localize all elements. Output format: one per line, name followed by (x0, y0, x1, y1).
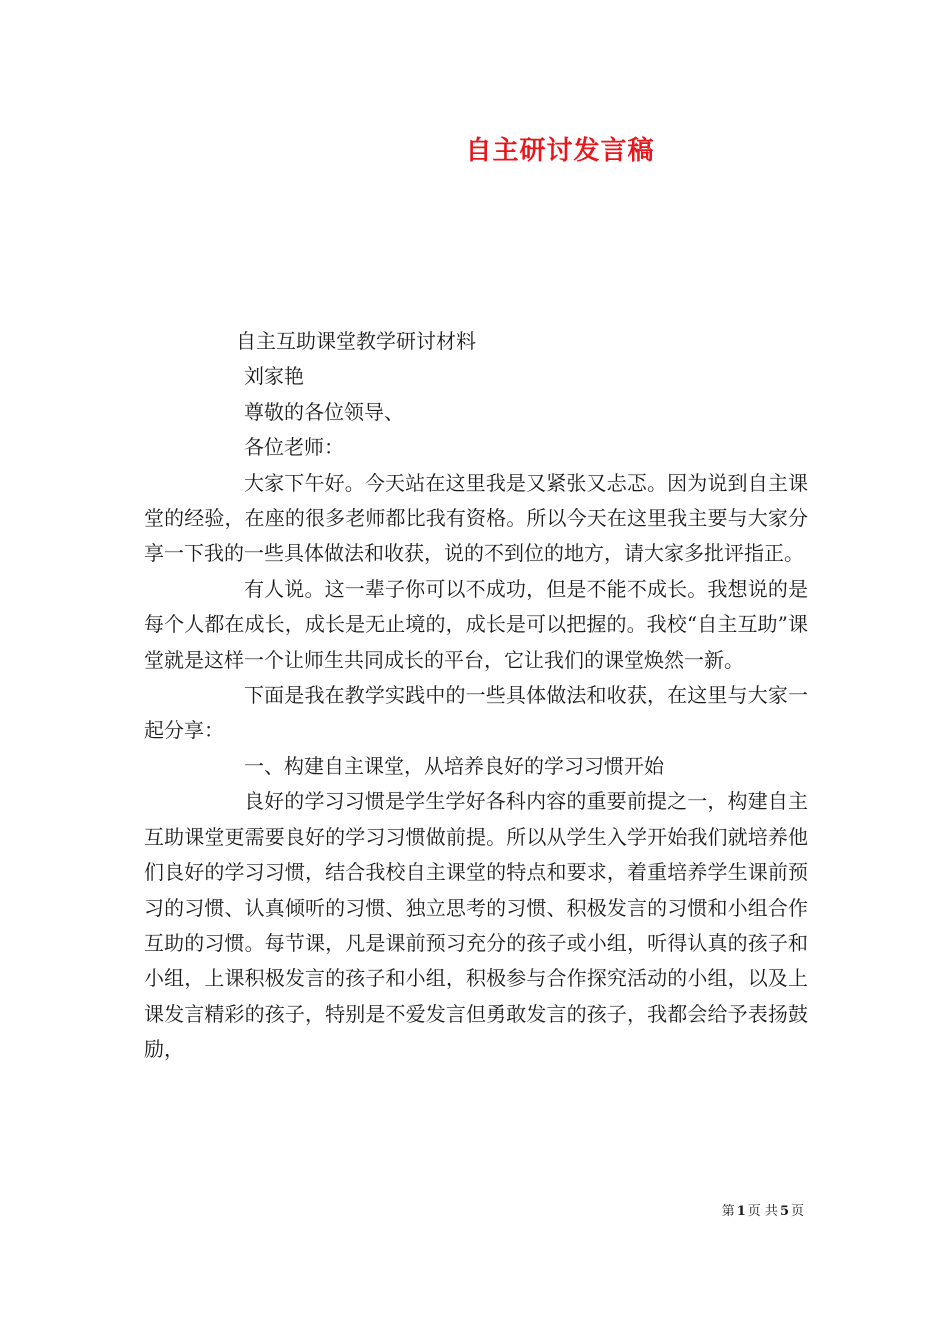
salutation-line-1: 尊敬的各位领导、 (244, 399, 404, 424)
document-subtitle: 自主互助课堂教学研讨材料 (236, 329, 476, 353)
author-name: 刘家艳 (244, 364, 304, 389)
footer-current-page: 1 (736, 1204, 746, 1219)
section-heading: 一、构建自主课堂，从培养良好的学习习惯开始 (244, 753, 664, 778)
page-footer (722, 1203, 804, 1221)
document-body (144, 324, 808, 1068)
footer-suffix: 页 (790, 1204, 804, 1219)
footer-total-pages: 5 (779, 1204, 789, 1219)
paragraph-greeting: 大家下午好。今天站在这里我是又紧张又忐忑。因为说到自主课堂的经验，在座的很多老师都比我有资格。所以今天在这里我主要与大家分享一下我的一些具体做法和收获，说的不到位的地方，请大家多批评指正。 (144, 470, 808, 566)
footer-prefix: 第 (721, 1204, 735, 1219)
salutation-line-2: 各位老师： (244, 435, 344, 460)
paragraph-intro: 下面是我在教学实践中的一些具体做法和收获，在这里与大家一起分享： (144, 683, 808, 743)
footer-middle: 页 共 (747, 1204, 778, 1219)
paragraph-habits: 良好的学习习惯是学生学好各科内容的重要前提之一，构建自主互助课堂更需要良好的学习习惯做前提。所以从学生入学开始我们就培养他们良好的学习习惯，结合我校自主课堂的特点和要求，着重培养学生课前预习的习惯、认真倾听的习惯、独立思考的习惯、积极发言的习惯和小组合作互助的习惯。每节课，凡是课前预习充分的孩子或小组，听得认真的孩子和小组，上课积极发言的孩子和小组，积极参与合作探究活动的小组，以及上课发言精彩的孩子，特别是不爱发言但勇敢发言的孩子，我都会给予表扬鼓励， (144, 789, 808, 1062)
paragraph-growth: 有人说。这一辈子你可以不成功，但是不能不成长。我想说的是每个人都在成长，成长是无止境的，成长是可以把握的。我校“自主互助”课堂就是这样一个让师生共同成长的平台，它让我们的课堂焕然一新。 (144, 576, 808, 672)
page-title: 自主研讨发言稿 (465, 136, 655, 166)
